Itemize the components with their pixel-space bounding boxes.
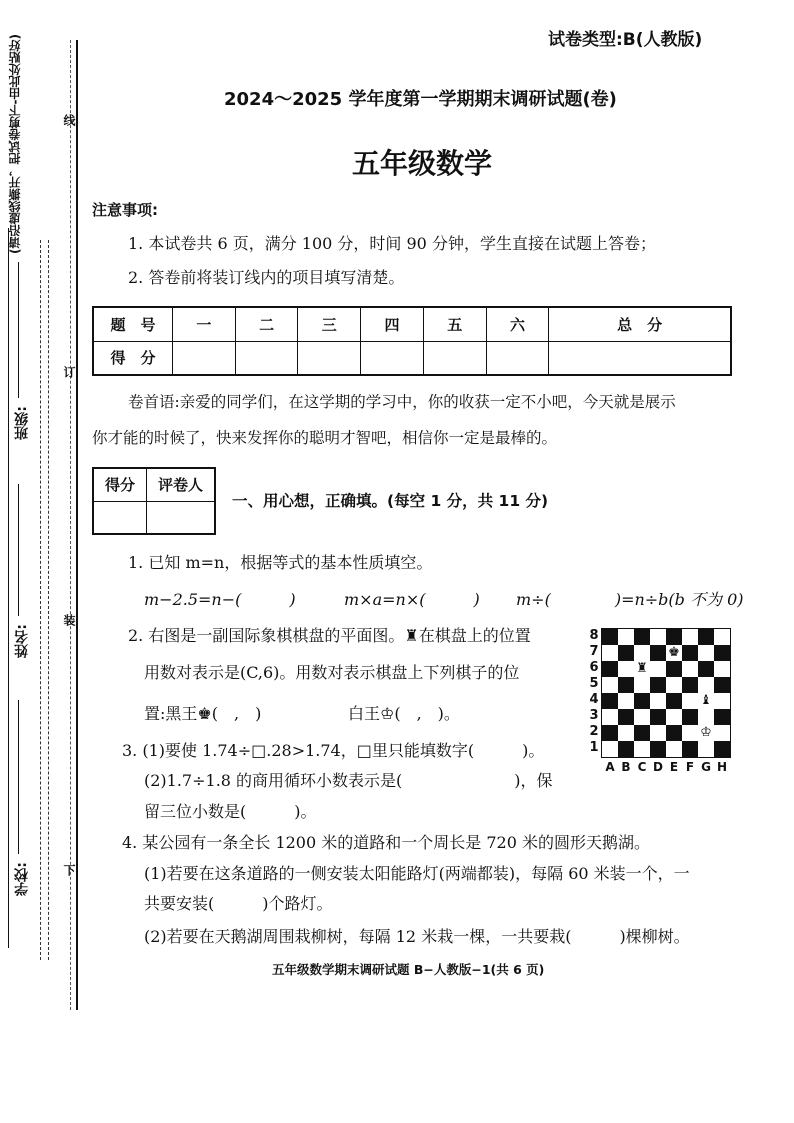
board-rank-label: 3 (589, 708, 599, 723)
grader-box (92, 467, 216, 535)
board-square (618, 725, 634, 741)
board-square (714, 693, 730, 709)
q3-line-3[interactable]: 留三位小数是( )。 (144, 802, 317, 821)
score-col-label: 题 号 (93, 307, 173, 341)
board-square (682, 725, 698, 741)
grader-score-cell[interactable] (93, 501, 147, 534)
strip-border-line (8, 228, 9, 948)
board-square (634, 629, 650, 645)
q4-line-2: (1)若要在这条道路的一侧安装太阳能路灯(两端都装)，每隔 60 米装一个，一 (144, 864, 690, 883)
score-cell[interactable] (423, 341, 486, 375)
board-rank-label: 5 (589, 676, 599, 691)
class-label: 班级: (14, 406, 30, 440)
board-square (650, 645, 666, 661)
board-rank-label: 4 (589, 692, 599, 707)
chess-board (601, 628, 731, 758)
grader-score-label: 得分 (93, 468, 147, 501)
board-square (602, 741, 618, 757)
grader-name-cell[interactable] (147, 501, 216, 534)
board-file-label: C (637, 760, 647, 774)
board-square (634, 741, 650, 757)
notice-item-2: 2. 答卷前将装订线内的项目填写清楚。 (128, 268, 405, 287)
class-blank[interactable] (18, 262, 19, 398)
board-square (650, 741, 666, 757)
board-square (666, 709, 682, 725)
cut-dashed-line-1 (40, 240, 41, 960)
preface-line-1: 卷首语:亲爱的同学们，在这学期的学习中，你的收获一定不小吧，今天就是展示 (128, 393, 676, 411)
board-square (602, 709, 618, 725)
score-cell[interactable] (173, 341, 236, 375)
board-square (666, 645, 682, 661)
q3-line-1[interactable]: 3. (1)要使 1.74÷□.28>1.74，□里只能填数字( )。 (122, 741, 545, 760)
board-square (666, 693, 682, 709)
q2-white-king-blank[interactable]: 白王♔( , )。 (348, 704, 460, 723)
q1-blank-a[interactable]: m−2.5=n−( ) (144, 590, 296, 609)
score-table (92, 306, 732, 376)
board-square (634, 693, 650, 709)
score-cell[interactable] (361, 341, 424, 375)
binding-char-xia: 下 (62, 864, 76, 876)
score-col-total: 总 分 (549, 307, 731, 341)
school-blank[interactable] (18, 700, 19, 854)
board-file-label: B (621, 760, 631, 774)
binding-char-ding: 订 (62, 366, 76, 378)
board-square (714, 645, 730, 661)
board-square (666, 741, 682, 757)
notice-item-1: 1. 本试卷共 6 页，满分 100 分，时间 90 分钟，学生直接在试题上答卷； (128, 234, 656, 253)
paper-type: 试卷类型:B(人教版) (548, 30, 703, 50)
board-square (634, 677, 650, 693)
board-square (714, 725, 730, 741)
q4-line-1: 4. 某公园有一条全长 1200 米的道路和一个周长是 720 米的圆形天鹅湖。 (122, 833, 650, 852)
section-1-title: 一、用心想，正确填。(每空 1 分，共 11 分) (232, 492, 549, 510)
board-rank-label: 1 (589, 740, 599, 755)
grader-name-label: 评卷人 (147, 468, 216, 501)
board-square (666, 629, 682, 645)
board-square (698, 709, 714, 725)
score-table-score-row (93, 341, 731, 375)
board-rank-label: 8 (589, 628, 599, 643)
board-square (618, 741, 634, 757)
board-rank-label: 7 (589, 644, 599, 659)
board-square (602, 693, 618, 709)
q1-blank-c[interactable]: m÷( )=n÷b(b 不为 0) (516, 590, 744, 609)
board-rank-label: 2 (589, 724, 599, 739)
white-king-icon: ♔ (700, 725, 712, 740)
score-col-6: 六 (486, 307, 549, 341)
board-square (714, 741, 730, 757)
score-row-label: 得 分 (93, 341, 173, 375)
q1-stem: 1. 已知 m=n，根据等式的基本性质填空。 (128, 553, 433, 572)
board-square (634, 645, 650, 661)
board-square (682, 677, 698, 693)
preface-line-2: 你才能的时候了，快来发挥你的聪明才智吧，相信你一定是最棒的。 (92, 429, 558, 447)
board-file-label: H (716, 760, 728, 774)
score-table-header-row (93, 307, 731, 341)
board-square (634, 661, 650, 677)
page-footer: 五年级数学期末调研试题 B−人教版−1(共 6 页) (272, 962, 545, 977)
q2-line-2: 用数对表示是(C,6)。用数对表示棋盘上下列棋子的位 (144, 663, 520, 682)
board-square (714, 677, 730, 693)
score-col-5: 五 (423, 307, 486, 341)
board-file-label: A (605, 760, 615, 774)
name-label: 姓名: (14, 624, 30, 658)
school-label: 学校: (14, 862, 30, 896)
board-square (618, 661, 634, 677)
board-file-label: G (701, 760, 711, 774)
board-square (698, 645, 714, 661)
board-file-label: F (685, 760, 695, 774)
q4-line-4[interactable]: (2)若要在天鹅湖周围栽柳树，每隔 12 米栽一棵，一共要栽( )棵柳树。 (144, 927, 690, 946)
binding-char-xian: 线 (62, 114, 76, 126)
notice-heading: 注意事项: (92, 201, 158, 219)
board-file-label: D (653, 760, 663, 774)
q3-line-2[interactable]: (2)1.7÷1.8 的商用循环小数表示是( )，保 (144, 771, 553, 790)
board-rank-label: 6 (589, 660, 599, 675)
board-square (682, 741, 698, 757)
cut-note: (请沿虚线撕开，把试卷剪下-由此处贴好) (8, 34, 22, 254)
board-square (666, 677, 682, 693)
q2-black-king-blank[interactable]: 置:黑王♚( , ) (144, 704, 262, 723)
board-square (666, 661, 682, 677)
board-square (618, 629, 634, 645)
board-square (650, 693, 666, 709)
q2-line-1: 2. 右图是一副国际象棋棋盘的平面图。♜在棋盘上的位置 (128, 626, 531, 645)
score-cell[interactable] (486, 341, 549, 375)
board-square (650, 709, 666, 725)
board-square (602, 629, 618, 645)
score-col-3: 三 (298, 307, 361, 341)
board-square (618, 677, 634, 693)
score-cell[interactable] (235, 341, 298, 375)
rook-icon: ♜ (636, 661, 648, 676)
board-square (618, 709, 634, 725)
score-cell[interactable] (549, 341, 731, 375)
black-king-icon: ♚ (668, 645, 680, 660)
board-square (602, 677, 618, 693)
board-square (698, 661, 714, 677)
board-square (698, 677, 714, 693)
board-square (682, 693, 698, 709)
cut-dashed-line-2 (48, 240, 49, 960)
exam-title: 2024～2025 学年度第一学期期末调研试题(卷) (224, 89, 617, 110)
score-cell[interactable] (298, 341, 361, 375)
score-col-4: 四 (361, 307, 424, 341)
board-square (602, 661, 618, 677)
q1-blank-b[interactable]: m×a=n×( ) (344, 590, 480, 609)
board-file-label: E (669, 760, 679, 774)
score-col-1: 一 (173, 307, 236, 341)
board-square (602, 645, 618, 661)
white-bishop-icon: ♝ (700, 693, 712, 708)
board-square (698, 741, 714, 757)
board-square (650, 725, 666, 741)
board-square (682, 645, 698, 661)
board-square (682, 661, 698, 677)
subject-title: 五年级数学 (352, 147, 493, 180)
board-square (650, 677, 666, 693)
board-square (698, 693, 714, 709)
board-square (666, 725, 682, 741)
board-square (634, 709, 650, 725)
board-square (714, 629, 730, 645)
board-square (602, 725, 618, 741)
board-square (618, 693, 634, 709)
score-col-2: 二 (235, 307, 298, 341)
board-square (682, 629, 698, 645)
name-blank[interactable] (18, 484, 19, 616)
binding-char-zhuang: 装 (62, 614, 76, 626)
board-square (698, 629, 714, 645)
q4-line-3[interactable]: 共要安装( )个路灯。 (144, 894, 333, 913)
board-square (634, 725, 650, 741)
board-square (682, 709, 698, 725)
board-square (650, 629, 666, 645)
board-square (650, 661, 666, 677)
board-square (698, 725, 714, 741)
board-square (714, 661, 730, 677)
board-square (714, 709, 730, 725)
board-square (618, 645, 634, 661)
